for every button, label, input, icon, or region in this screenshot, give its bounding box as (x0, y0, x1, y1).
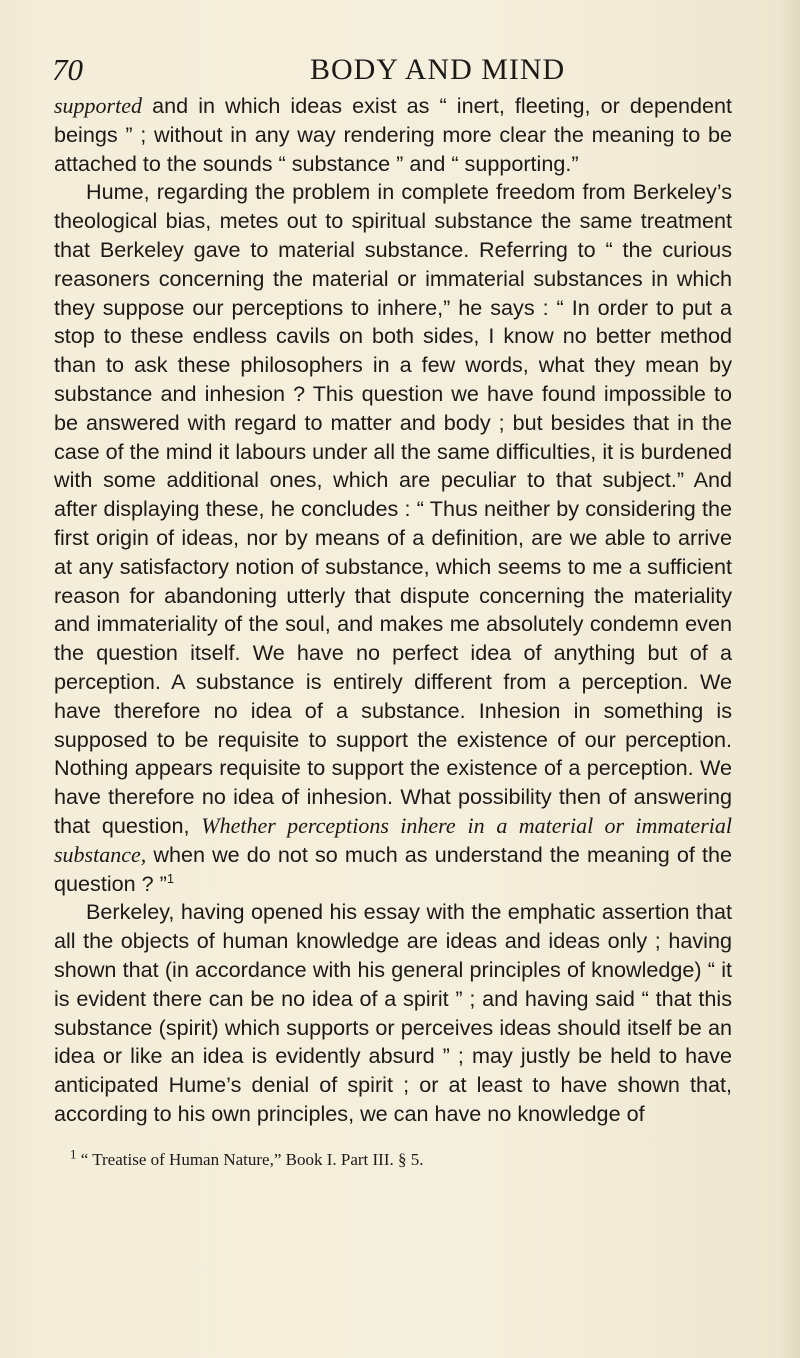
space (456, 813, 468, 838)
body-text (54, 92, 732, 1129)
paragraph-2 (54, 178, 732, 898)
paragraph-3 (54, 898, 732, 1128)
italic-text: Whether perceptions inhere (201, 812, 456, 838)
paragraph-text: when we do not so much as understand the meaning of the question ? ” (54, 841, 732, 896)
italic-text: supported (54, 93, 142, 118)
footnote-marker: 1 (70, 1146, 77, 1162)
paragraph-text: Hume, regarding the problem in complete freedom from Berkeley’s theological bias, metes out to spiritual substance the same treatment that Berkeley gave to material substance. Referring to “ the curious reasoners concerning the material or immaterial substances in which they suppose our perceptions to inhere,” he says : “ In order to put a stop to these endless cavils on both sides, I know no better method than to ask these philosophers in a few words, what they mean by substance and inhesion ? This question we have found impossible to be answered with regard to matter and body ; but besides that in the case of the mind it labours under all the same difficulties, it is burdened with some additional ones, which are peculiar to that subject.” And after displaying these, he concludes : “ Thus neither by considering the first origin of ideas, nor by means of a definition, are we able to arrive at any satisfactory notion of substance, which seems to me a sufficient reason for abandoning utterly that dispute concerning the materiality and immateriality of the soul, and makes me absolutely condemn even the question itself. We have no perfect idea of anything but of a perception. A substance is entirely different from a perception. We have therefore no idea of a substance. Inhesion in something is supposed to be requisite to support the existence of our perception. Nothing appears requisite to support the existence of a perception. We have therefore no idea of inhesion. What possibility then of answering that question, (54, 179, 732, 838)
page-edge-shadow (778, 0, 800, 1358)
footnote (70, 1148, 710, 1172)
page-number: 70 (52, 52, 83, 87)
footnote-reference: 1 (166, 870, 175, 886)
paragraph-1 (54, 92, 732, 178)
page-header (52, 50, 728, 90)
italic-text: a material or immaterial substance, (54, 812, 732, 867)
running-head: BODY AND MIND (310, 53, 566, 86)
space (485, 813, 497, 838)
footnote-text: “ Treatise of Human Nature,” Book I. Part III. § 5. (76, 1150, 424, 1169)
paragraph-text: and in which ideas exist as “ inert, fleeting, or dependent beings ” ; without in any way rendering more clear the meaning to be attached to the sounds “ substance ” and “ supporting.” (54, 93, 732, 176)
italic-text: in (467, 812, 485, 838)
paragraph-text: Berkeley, having opened his essay with the emphatic assertion that all the objects of human knowledge are ideas and ideas only ; having shown that (in accordance with his general principles of knowledge) “ it is evident there can be no idea of a spirit ” ; and having said “ that this substance (spirit) which supports or perceives ideas should itself be an idea or like an idea is evidently absurd ” ; may justly be held to have anticipated Hume’s denial of spirit ; or at least to have shown that, according to his own principles, we can have no knowledge of (54, 899, 732, 1126)
